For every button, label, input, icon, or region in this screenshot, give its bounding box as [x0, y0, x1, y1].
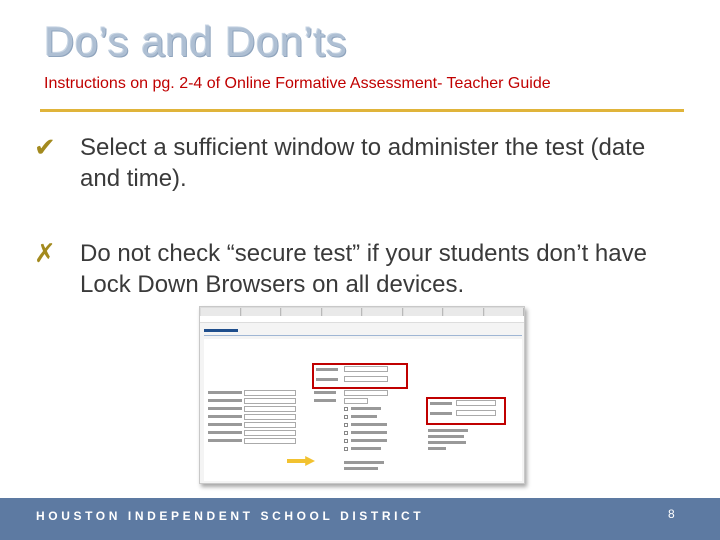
- browser-toolbar: [200, 316, 524, 323]
- title-divider: [40, 109, 684, 112]
- screenshot-form: [204, 339, 522, 481]
- slide-subtitle: Instructions on pg. 2-4 of Online Formative Assessment- Teacher Guide: [44, 75, 551, 92]
- bullet-item-secure-test: [34, 238, 684, 304]
- schedule-details-screenshot: [199, 306, 525, 484]
- slide-title: Do’s and Don’ts: [44, 18, 348, 65]
- screenshot-header-bar: [204, 327, 404, 335]
- bullet-text: Select a sufficient window to administer the test (date and time).: [80, 134, 646, 192]
- arrow-icon: [287, 456, 315, 466]
- bullet-text: Do not check “secure test” if your students don’t have Lock Down Browsers on all devices.: [80, 240, 647, 298]
- bullet-item-window: [34, 132, 684, 198]
- x-mark-icon: ✗: [34, 238, 56, 268]
- footer-band: [0, 498, 720, 540]
- organization-name: HOUSTON INDEPENDENT SCHOOL DISTRICT: [36, 509, 425, 523]
- browser-tab-strip: [200, 307, 524, 316]
- page-number: 8: [668, 507, 675, 521]
- screenshot-divider: [204, 335, 522, 336]
- checkmark-icon: ✔: [34, 132, 56, 162]
